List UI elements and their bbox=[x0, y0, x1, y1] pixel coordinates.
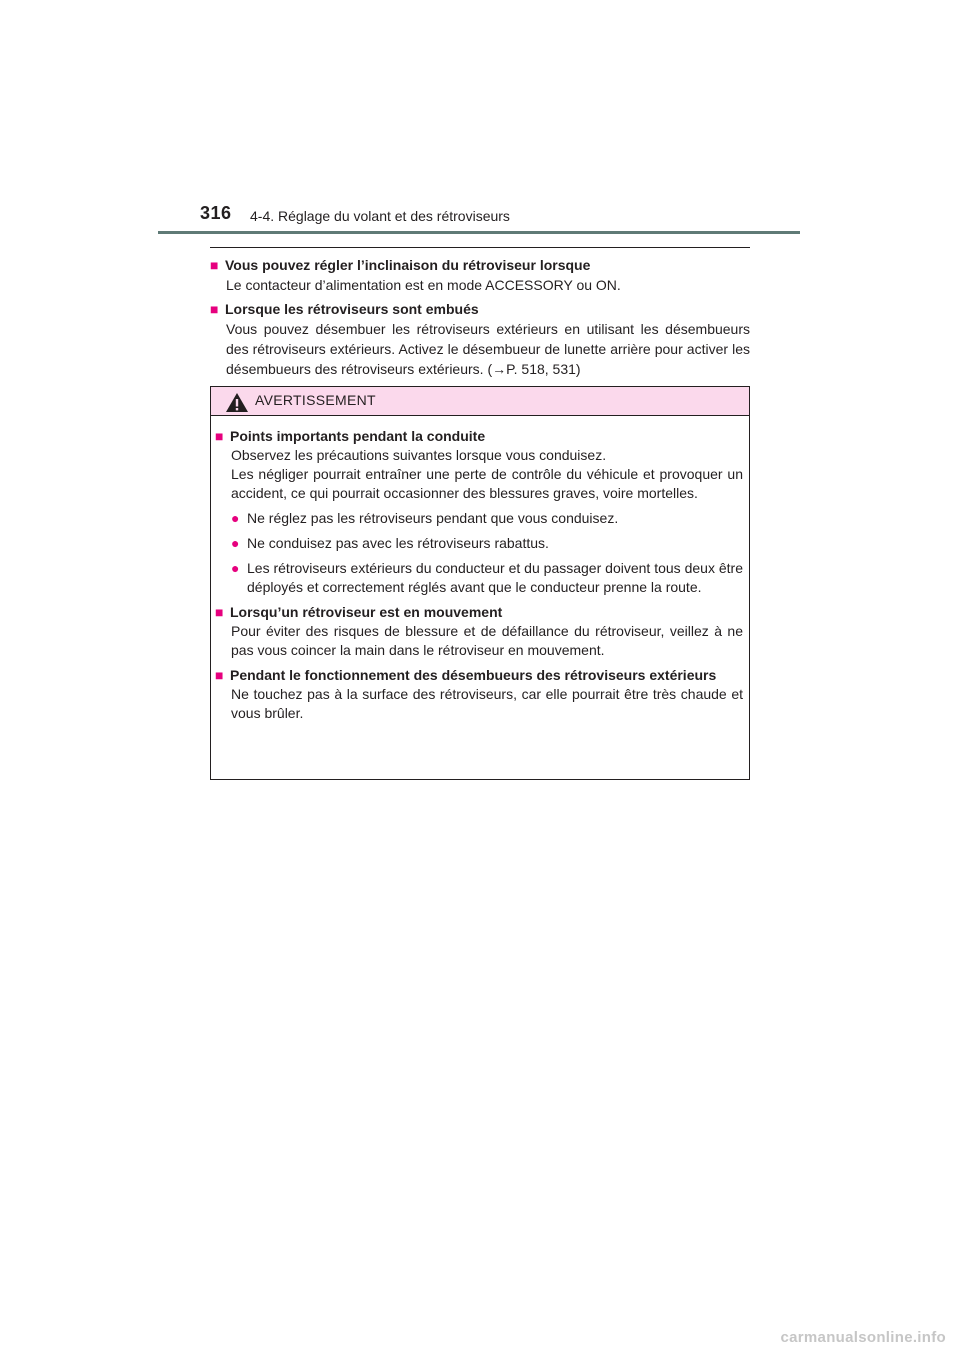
warning-section-title: Pendant le fonctionnement des désembueurs des rétroviseurs extérieurs bbox=[230, 667, 717, 683]
section-body: Le contacteur d’alimentation est en mode ACCESSORY ou ON. bbox=[226, 277, 621, 293]
section-heading bbox=[210, 255, 750, 275]
warning-section-body: Les négliger pourrait entraîner une perte de contrôle du véhicule et provoquer un accident, ce qui pourrait occasionner des blessures graves, voire mortelles. bbox=[231, 466, 743, 501]
bullet-item bbox=[215, 534, 743, 553]
round-bullet-icon: ● bbox=[231, 510, 240, 526]
bullet-item bbox=[215, 559, 743, 597]
page-number: 316 bbox=[200, 203, 232, 223]
watermark: carmanualsonline.info bbox=[780, 1329, 946, 1346]
section-heading bbox=[210, 299, 750, 319]
warning-section bbox=[215, 427, 743, 597]
section-fogged bbox=[210, 299, 750, 379]
round-bullet-icon: ● bbox=[231, 535, 240, 551]
warning-content bbox=[215, 427, 743, 729]
warning-section-body: Pour éviter des risques de blessure et de défaillance du rétroviseur, veillez à ne pas vous coincer la main dans le rétroviseur en mouvement. bbox=[231, 623, 743, 658]
bullet-text: Ne conduisez pas avec les rétroviseurs rabattus. bbox=[247, 535, 549, 551]
warning-section bbox=[215, 603, 743, 660]
warning-section bbox=[215, 666, 743, 723]
header-rule bbox=[158, 231, 800, 234]
square-bullet-icon: ■ bbox=[215, 667, 224, 683]
warning-section-title: Lorsqu’un rétroviseur est en mouvement bbox=[230, 604, 503, 620]
square-bullet-icon: ■ bbox=[215, 604, 224, 620]
warning-section-title: Points importants pendant la conduite bbox=[230, 428, 486, 444]
warning-section-body: Observez les précautions suivantes lorsque vous conduisez. bbox=[231, 447, 607, 463]
warning-title: AVERTISSEMENT bbox=[255, 392, 376, 408]
bullet-text: Ne réglez pas les rétroviseurs pendant que vous conduisez. bbox=[247, 510, 619, 526]
warning-triangle-icon bbox=[225, 392, 249, 413]
square-bullet-icon: ■ bbox=[210, 301, 219, 317]
warning-section-heading bbox=[215, 603, 743, 622]
section-top-rule bbox=[210, 247, 750, 248]
round-bullet-icon: ● bbox=[231, 560, 240, 576]
warning-section-heading bbox=[215, 666, 743, 685]
warning-header bbox=[211, 387, 749, 416]
warning-section-body: Ne touchez pas à la surface des rétroviseurs, car elle pourrait être très chaude et vous brûler. bbox=[231, 686, 743, 721]
warning-box bbox=[210, 386, 750, 780]
bullet-item bbox=[215, 509, 743, 528]
bullet-text: Les rétroviseurs extérieurs du conducteur et du passager doivent tous deux être déployés et correctement réglés avant que le conducteur prenne la route. bbox=[247, 560, 743, 595]
section-title: Lorsque les rétroviseurs sont embués bbox=[225, 301, 479, 317]
section-tilt bbox=[210, 255, 750, 295]
warning-section-heading bbox=[215, 427, 743, 446]
square-bullet-icon: ■ bbox=[210, 257, 219, 273]
section-title: Vous pouvez régler l’inclinaison du rétroviseur lorsque bbox=[225, 257, 591, 273]
chapter-title: 4-4. Réglage du volant et des rétroviseurs bbox=[250, 208, 510, 224]
section-body: Vous pouvez désembuer les rétroviseurs extérieurs en utilisant les désembueurs des rétroviseurs extérieurs. Activez le désembueur de lunette arrière pour activer les désembueurs des rétroviseurs extérieurs. (→P. 518, 531) bbox=[226, 321, 750, 377]
square-bullet-icon: ■ bbox=[215, 428, 224, 444]
